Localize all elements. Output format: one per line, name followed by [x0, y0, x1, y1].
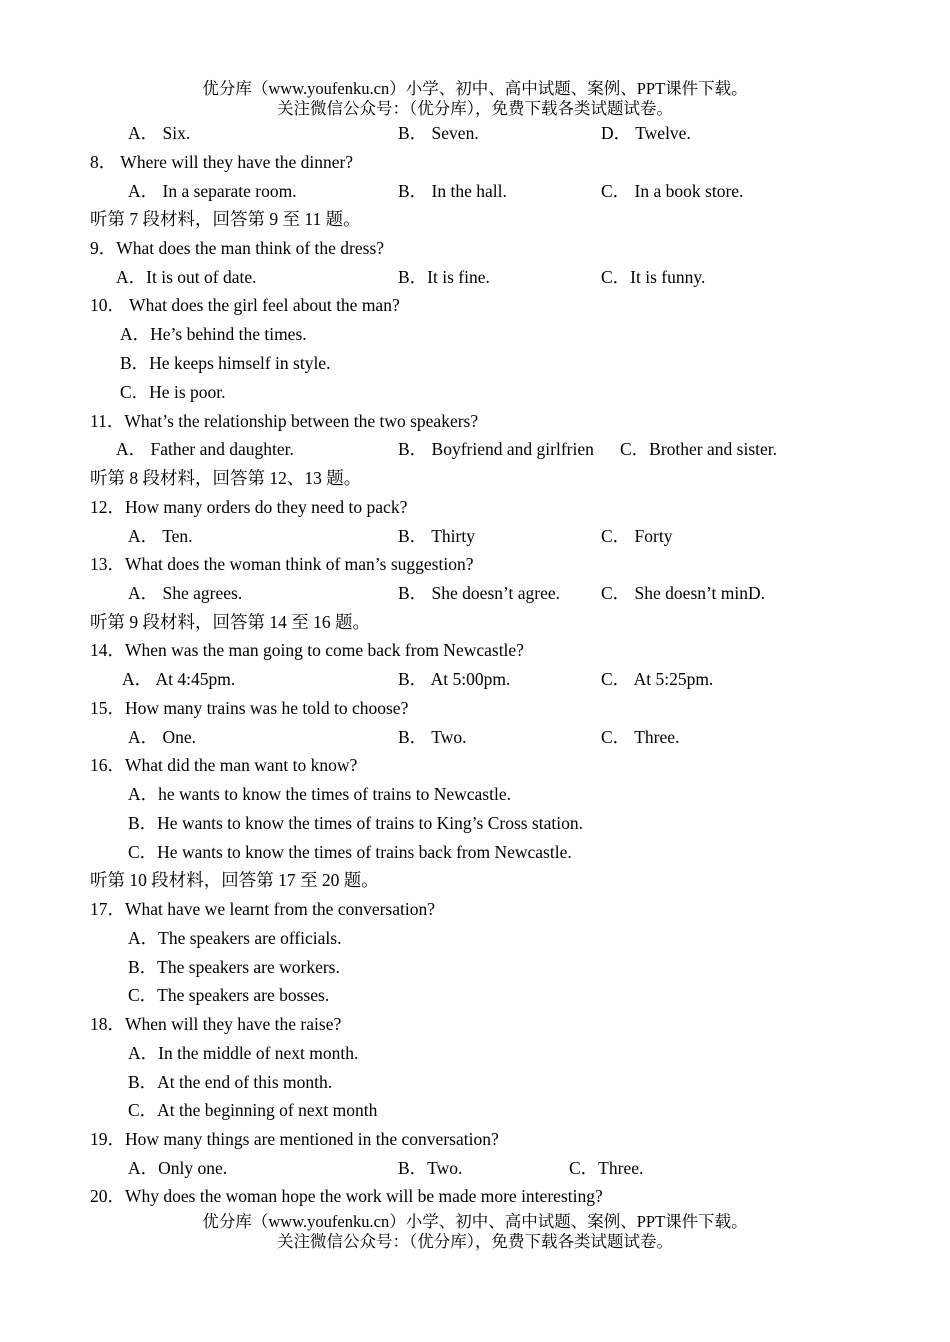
q11-option-b: B． Boyfriend and girlfrien [398, 439, 594, 459]
page-footer-line-2 [0, 1232, 950, 1251]
q18-option-a: A．In the middle of next month. [128, 1043, 359, 1063]
section-7-instruction: 听第 7 段材料，回答第 9 至 11 题。 [90, 209, 361, 229]
q14-question: 14．When was the man going to come back from Newcastle? [90, 640, 524, 660]
q8-option-a: A． In a separate room. [128, 181, 297, 201]
q9-option-b: B．It is fine. [398, 267, 490, 287]
q16-option-a: A．he wants to know the times of trains to Newcastle. [128, 784, 511, 804]
q10-option-c: C．He is poor. [120, 382, 226, 402]
q7-option-b: B． Seven. [398, 123, 479, 143]
header-line-1-text: 优分库（www.youfenku.cn）小学、初中、高中试题、案例、PPT课件下载。 [202, 79, 748, 98]
q15-option-a: A． One. [128, 727, 197, 747]
q15-option-b: B． Two. [398, 727, 467, 747]
q8-option-c: C． In a book store. [601, 181, 744, 201]
page-footer-line-1 [0, 1212, 950, 1231]
q20-question: 20．Why does the woman hope the work will be made more interesting? [90, 1186, 603, 1206]
q12-option-a: A． Ten. [128, 526, 193, 546]
header-line-2-text: 关注微信公众号：（优分库），免费下载各类试题试卷。 [277, 99, 673, 118]
q12-question: 12．How many orders do they need to pack? [90, 497, 408, 517]
q12-option-b: B． Thirty [398, 526, 475, 546]
q12-option-c: C． Forty [601, 526, 673, 546]
q15-option-c: C． Three. [601, 727, 680, 747]
q10-option-b: B．He keeps himself in style. [120, 353, 331, 373]
q17-option-b: B．The speakers are workers. [128, 957, 340, 977]
q18-question: 18．When will they have the raise? [90, 1014, 342, 1034]
q7-option-a: A． Six. [128, 123, 191, 143]
q19-question: 19．How many things are mentioned in the conversation? [90, 1129, 499, 1149]
section-9-instruction: 听第 9 段材料，回答第 14 至 16 题。 [90, 612, 370, 632]
q19-option-a: A．Only one. [128, 1158, 228, 1178]
footer-line-1-text: 优分库（www.youfenku.cn）小学、初中、高中试题、案例、PPT课件下载。 [202, 1212, 748, 1231]
q10-option-a: A．He’s behind the times. [120, 324, 307, 344]
q9-question: 9．What does the man think of the dress? [90, 238, 385, 258]
q13-question: 13．What does the woman think of man’s suggestion? [90, 554, 474, 574]
q16-question: 16．What did the man want to know? [90, 755, 358, 775]
section-8-instruction: 听第 8 段材料，回答第 12、13 题。 [90, 468, 362, 488]
section-10-instruction: 听第 10 段材料，回答第 17 至 20 题。 [90, 870, 379, 890]
q13-option-a: A． She agrees. [128, 583, 243, 603]
q17-question: 17．What have we learnt from the conversation? [90, 899, 436, 919]
q16-option-b: B．He wants to know the times of trains to King’s Cross station. [128, 813, 583, 833]
q16-option-c: C．He wants to know the times of trains back from Newcastle. [128, 842, 572, 862]
q10-question: 10． What does the girl feel about the man? [90, 295, 400, 315]
q15-question: 15．How many trains was he told to choose? [90, 698, 409, 718]
page-header-line-2 [0, 99, 950, 118]
q14-option-c: C． At 5:25pm. [601, 669, 714, 689]
q18-option-c: C．At the beginning of next month [128, 1100, 378, 1120]
q14-option-a: A． At 4:45pm. [122, 669, 236, 689]
q19-option-b: B．Two. [398, 1158, 463, 1178]
q8-question: 8． Where will they have the dinner? [90, 152, 354, 172]
q9-option-a: A．It is out of date. [116, 267, 257, 287]
q17-option-c: C．The speakers are bosses. [128, 985, 330, 1005]
q17-option-a: A．The speakers are officials. [128, 928, 342, 948]
page-header-line-1 [0, 79, 950, 98]
footer-line-2-text: 关注微信公众号：（优分库），免费下载各类试题试卷。 [277, 1232, 673, 1251]
q7-option-d: D． Twelve. [601, 123, 691, 143]
q11-option-c: C．Brother and sister. [620, 439, 777, 459]
q11-question: 11．What’s the relationship between the two speakers? [90, 411, 479, 431]
q9-option-c: C．It is funny. [601, 267, 706, 287]
q18-option-b: B．At the end of this month. [128, 1072, 333, 1092]
q13-option-b: B． She doesn’t agree. [398, 583, 561, 603]
q19-option-c: C．Three. [569, 1158, 644, 1178]
q14-option-b: B． At 5:00pm. [398, 669, 511, 689]
q13-option-c: C． She doesn’t minD. [601, 583, 765, 603]
q8-option-b: B． In the hall. [398, 181, 507, 201]
q11-option-a: A． Father and daughter. [116, 439, 294, 459]
